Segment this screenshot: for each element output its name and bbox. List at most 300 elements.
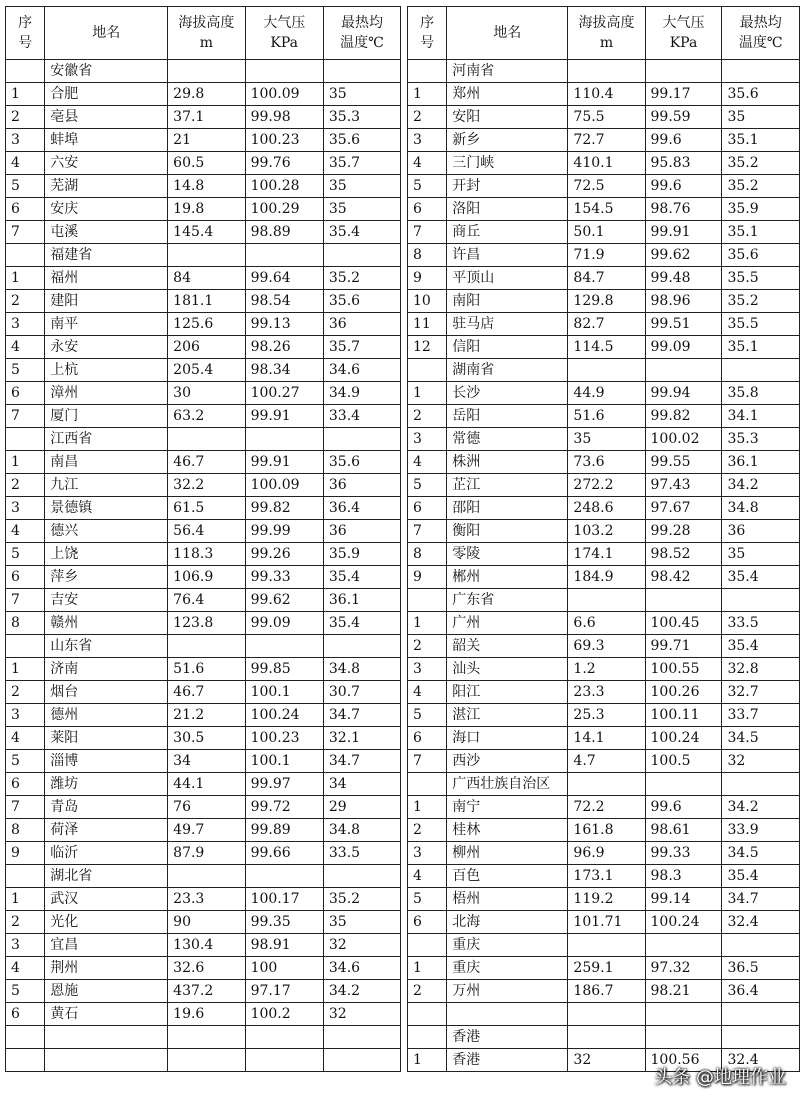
cell-seq: 2 bbox=[407, 635, 446, 658]
cell-seq: 2 bbox=[6, 474, 45, 497]
cell-place: 西沙 bbox=[447, 750, 568, 773]
cell-seq: 8 bbox=[6, 612, 45, 635]
empty-cell bbox=[722, 773, 800, 796]
cell-seq: 3 bbox=[407, 428, 446, 451]
cell-seq: 1 bbox=[6, 888, 45, 911]
province-name: 河南省 bbox=[447, 60, 568, 83]
cell-temperature: 34.6 bbox=[323, 359, 400, 382]
cell-temperature: 34.8 bbox=[722, 497, 800, 520]
cell-temperature: 35.8 bbox=[722, 382, 800, 405]
cell-temperature: 35.5 bbox=[722, 313, 800, 336]
cell-pressure: 99.55 bbox=[645, 451, 722, 474]
table-row bbox=[6, 589, 401, 612]
cell-altitude: 37.1 bbox=[168, 106, 245, 129]
cell-seq: 7 bbox=[407, 520, 446, 543]
cell-place: 南昌 bbox=[45, 451, 168, 474]
cell-seq: 2 bbox=[407, 405, 446, 428]
cell-altitude: 125.6 bbox=[168, 313, 245, 336]
cell-place: 驻马店 bbox=[447, 313, 568, 336]
empty-cell bbox=[407, 773, 446, 796]
empty-cell bbox=[323, 865, 400, 888]
empty-cell bbox=[245, 865, 323, 888]
cell-altitude: 14.8 bbox=[168, 175, 245, 198]
cell-place: 烟台 bbox=[45, 681, 168, 704]
cell-seq: 8 bbox=[407, 543, 446, 566]
table-row bbox=[6, 543, 401, 566]
cell-seq: 6 bbox=[6, 198, 45, 221]
cell-pressure: 99.99 bbox=[245, 520, 323, 543]
table-row bbox=[407, 152, 799, 175]
cell-temperature: 35.4 bbox=[722, 865, 800, 888]
cell-temperature: 35.4 bbox=[323, 221, 400, 244]
table-row bbox=[6, 290, 401, 313]
cell-temperature: 33.5 bbox=[722, 612, 800, 635]
cell-pressure: 98.54 bbox=[245, 290, 323, 313]
empty-cell bbox=[245, 428, 323, 451]
empty-cell bbox=[168, 428, 245, 451]
province-row bbox=[6, 60, 401, 83]
cell-temperature: 35.4 bbox=[323, 612, 400, 635]
cell-altitude: 119.2 bbox=[568, 888, 645, 911]
cell-altitude: 110.4 bbox=[568, 83, 645, 106]
cell-pressure: 99.76 bbox=[245, 152, 323, 175]
cell-altitude: 4.7 bbox=[568, 750, 645, 773]
cell-place: 岳阳 bbox=[447, 405, 568, 428]
cell-place: 信阳 bbox=[447, 336, 568, 359]
cell-altitude: 32.2 bbox=[168, 474, 245, 497]
cell-place: 株洲 bbox=[447, 451, 568, 474]
header-seq: 序 号 bbox=[407, 7, 446, 60]
cell-place: 景德镇 bbox=[45, 497, 168, 520]
cell-seq: 1 bbox=[407, 612, 446, 635]
cell-temperature: 36 bbox=[722, 520, 800, 543]
table-row bbox=[407, 796, 799, 819]
table-row bbox=[407, 888, 799, 911]
table-row bbox=[407, 221, 799, 244]
table-row bbox=[407, 313, 799, 336]
table-row bbox=[6, 451, 401, 474]
cell-place: 厦门 bbox=[45, 405, 168, 428]
cell-altitude: 63.2 bbox=[168, 405, 245, 428]
empty-cell bbox=[722, 359, 800, 382]
cell-temperature: 35 bbox=[323, 198, 400, 221]
cell-seq: 8 bbox=[6, 819, 45, 842]
cell-place: 淄博 bbox=[45, 750, 168, 773]
cell-pressure: 100.26 bbox=[645, 681, 722, 704]
province-name: 湖南省 bbox=[447, 359, 568, 382]
cell-temperature: 34.9 bbox=[323, 382, 400, 405]
empty-cell bbox=[407, 934, 446, 957]
climate-table-wrap bbox=[5, 6, 800, 1072]
table-row bbox=[6, 520, 401, 543]
cell-place: 芷江 bbox=[447, 474, 568, 497]
province-name: 广西壮族自治区 bbox=[447, 773, 568, 796]
table-row bbox=[6, 1003, 401, 1026]
cell-seq: 2 bbox=[6, 681, 45, 704]
table-row bbox=[407, 520, 799, 543]
cell-seq: 8 bbox=[407, 244, 446, 267]
province-name: 福建省 bbox=[45, 244, 168, 267]
cell-place: 漳州 bbox=[45, 382, 168, 405]
empty-cell bbox=[568, 60, 645, 83]
table-row bbox=[407, 543, 799, 566]
cell-altitude: 118.3 bbox=[168, 543, 245, 566]
cell-seq: 4 bbox=[6, 520, 45, 543]
cell-seq: 7 bbox=[6, 589, 45, 612]
cell-altitude: 30.5 bbox=[168, 727, 245, 750]
blank-row bbox=[6, 1049, 401, 1072]
province-name: 山东省 bbox=[45, 635, 168, 658]
cell-place: 德兴 bbox=[45, 520, 168, 543]
header-altitude: 海拔高度 m bbox=[568, 7, 645, 60]
cell-temperature: 35.1 bbox=[722, 221, 800, 244]
empty-cell bbox=[722, 1003, 800, 1026]
table-row bbox=[407, 382, 799, 405]
cell-place: 桂林 bbox=[447, 819, 568, 842]
table-left bbox=[5, 6, 401, 1072]
cell-pressure: 99.51 bbox=[645, 313, 722, 336]
cell-temperature: 35 bbox=[722, 106, 800, 129]
cell-place: 北海 bbox=[447, 911, 568, 934]
cell-altitude: 46.7 bbox=[168, 451, 245, 474]
empty-cell bbox=[6, 1049, 45, 1072]
cell-seq: 11 bbox=[407, 313, 446, 336]
cell-temperature: 35.9 bbox=[722, 198, 800, 221]
cell-temperature: 34.5 bbox=[722, 842, 800, 865]
cell-pressure: 99.91 bbox=[645, 221, 722, 244]
cell-temperature: 35.2 bbox=[722, 175, 800, 198]
province-row bbox=[407, 60, 799, 83]
cell-altitude: 32 bbox=[568, 1049, 645, 1072]
blank-row bbox=[407, 1003, 799, 1026]
cell-place: 荆州 bbox=[45, 957, 168, 980]
cell-pressure: 98.52 bbox=[645, 543, 722, 566]
empty-cell bbox=[168, 1026, 245, 1049]
cell-pressure: 100.27 bbox=[245, 382, 323, 405]
table-row bbox=[407, 428, 799, 451]
cell-place: 南阳 bbox=[447, 290, 568, 313]
cell-place: 莱阳 bbox=[45, 727, 168, 750]
cell-seq: 1 bbox=[407, 83, 446, 106]
cell-temperature: 33.4 bbox=[323, 405, 400, 428]
cell-pressure: 99.26 bbox=[245, 543, 323, 566]
cell-altitude: 72.2 bbox=[568, 796, 645, 819]
table-row bbox=[6, 382, 401, 405]
table-row bbox=[6, 129, 401, 152]
cell-pressure: 95.83 bbox=[645, 152, 722, 175]
province-row bbox=[407, 773, 799, 796]
cell-seq: 3 bbox=[6, 934, 45, 957]
cell-place: 芜湖 bbox=[45, 175, 168, 198]
cell-pressure: 100.09 bbox=[245, 83, 323, 106]
empty-cell bbox=[323, 60, 400, 83]
table-row bbox=[6, 842, 401, 865]
cell-temperature: 34.7 bbox=[722, 888, 800, 911]
empty-cell bbox=[722, 60, 800, 83]
cell-temperature: 35.6 bbox=[323, 290, 400, 313]
cell-place: 蚌埠 bbox=[45, 129, 168, 152]
header-pressure: 大气压 KPa bbox=[245, 7, 323, 60]
empty-cell bbox=[645, 773, 722, 796]
cell-temperature: 35.2 bbox=[722, 152, 800, 175]
cell-pressure: 99.28 bbox=[645, 520, 722, 543]
cell-pressure: 99.33 bbox=[645, 842, 722, 865]
cell-place: 邵阳 bbox=[447, 497, 568, 520]
cell-temperature: 35.4 bbox=[722, 635, 800, 658]
cell-place: 济南 bbox=[45, 658, 168, 681]
empty-cell bbox=[6, 428, 45, 451]
cell-place: 安阳 bbox=[447, 106, 568, 129]
cell-pressure: 100.24 bbox=[645, 727, 722, 750]
empty-cell bbox=[6, 244, 45, 267]
cell-pressure: 98.42 bbox=[645, 566, 722, 589]
cell-altitude: 145.4 bbox=[168, 221, 245, 244]
cell-pressure: 99.33 bbox=[245, 566, 323, 589]
province-name: 安徽省 bbox=[45, 60, 168, 83]
cell-pressure: 100.5 bbox=[645, 750, 722, 773]
cell-temperature: 36.4 bbox=[722, 980, 800, 1003]
cell-seq: 4 bbox=[407, 152, 446, 175]
cell-pressure: 97.32 bbox=[645, 957, 722, 980]
cell-temperature: 32.4 bbox=[722, 1049, 800, 1072]
cell-seq: 3 bbox=[6, 497, 45, 520]
table-row bbox=[407, 957, 799, 980]
cell-temperature: 35 bbox=[323, 83, 400, 106]
table-row bbox=[6, 681, 401, 704]
cell-place: 上杭 bbox=[45, 359, 168, 382]
cell-place: 南平 bbox=[45, 313, 168, 336]
cell-temperature: 34.8 bbox=[323, 819, 400, 842]
cell-pressure: 98.26 bbox=[245, 336, 323, 359]
cell-seq: 7 bbox=[6, 221, 45, 244]
cell-temperature: 35.1 bbox=[722, 336, 800, 359]
cell-place: 福州 bbox=[45, 267, 168, 290]
cell-pressure: 100.23 bbox=[245, 129, 323, 152]
cell-place: 洛阳 bbox=[447, 198, 568, 221]
cell-seq: 3 bbox=[407, 129, 446, 152]
cell-temperature: 36.5 bbox=[722, 957, 800, 980]
cell-pressure: 98.91 bbox=[245, 934, 323, 957]
cell-seq: 4 bbox=[6, 957, 45, 980]
table-row bbox=[6, 175, 401, 198]
table-row bbox=[407, 980, 799, 1003]
table-row bbox=[6, 474, 401, 497]
cell-place: 九江 bbox=[45, 474, 168, 497]
empty-cell bbox=[168, 244, 245, 267]
cell-pressure: 99.82 bbox=[645, 405, 722, 428]
cell-place: 海口 bbox=[447, 727, 568, 750]
cell-altitude: 51.6 bbox=[568, 405, 645, 428]
table-row bbox=[6, 796, 401, 819]
table-row bbox=[407, 451, 799, 474]
cell-altitude: 23.3 bbox=[568, 681, 645, 704]
cell-seq: 6 bbox=[6, 1003, 45, 1026]
cell-pressure: 99.09 bbox=[645, 336, 722, 359]
table-row bbox=[407, 704, 799, 727]
empty-cell bbox=[407, 359, 446, 382]
cell-pressure: 100.23 bbox=[245, 727, 323, 750]
cell-place: 重庆 bbox=[447, 957, 568, 980]
cell-place: 建阳 bbox=[45, 290, 168, 313]
cell-pressure: 100.29 bbox=[245, 198, 323, 221]
table-row bbox=[407, 497, 799, 520]
cell-altitude: 72.7 bbox=[568, 129, 645, 152]
table-row bbox=[407, 106, 799, 129]
empty-cell bbox=[168, 60, 245, 83]
cell-place: 万州 bbox=[447, 980, 568, 1003]
cell-altitude: 90 bbox=[168, 911, 245, 934]
cell-place: 郴州 bbox=[447, 566, 568, 589]
cell-place: 六安 bbox=[45, 152, 168, 175]
cell-place: 开封 bbox=[447, 175, 568, 198]
cell-seq: 4 bbox=[407, 865, 446, 888]
cell-altitude: 101.71 bbox=[568, 911, 645, 934]
cell-pressure: 100.55 bbox=[645, 658, 722, 681]
cell-temperature: 35.3 bbox=[323, 106, 400, 129]
table-row bbox=[407, 612, 799, 635]
empty-cell bbox=[645, 1026, 722, 1049]
empty-cell bbox=[568, 589, 645, 612]
cell-seq: 4 bbox=[407, 681, 446, 704]
cell-place: 广州 bbox=[447, 612, 568, 635]
cell-altitude: 87.9 bbox=[168, 842, 245, 865]
cell-seq: 10 bbox=[407, 290, 446, 313]
cell-pressure: 100 bbox=[245, 957, 323, 980]
cell-pressure: 98.34 bbox=[245, 359, 323, 382]
province-row bbox=[6, 244, 401, 267]
province-name: 江西省 bbox=[45, 428, 168, 451]
table-row bbox=[6, 405, 401, 428]
cell-altitude: 76.4 bbox=[168, 589, 245, 612]
table-right bbox=[407, 6, 800, 1072]
cell-seq: 9 bbox=[407, 267, 446, 290]
cell-seq: 12 bbox=[407, 336, 446, 359]
cell-place: 柳州 bbox=[447, 842, 568, 865]
cell-altitude: 76 bbox=[168, 796, 245, 819]
cell-pressure: 98.21 bbox=[645, 980, 722, 1003]
cell-altitude: 154.5 bbox=[568, 198, 645, 221]
cell-altitude: 29.8 bbox=[168, 83, 245, 106]
cell-temperature: 35 bbox=[323, 175, 400, 198]
cell-seq: 1 bbox=[6, 658, 45, 681]
cell-temperature: 36.1 bbox=[722, 451, 800, 474]
cell-place: 衡阳 bbox=[447, 520, 568, 543]
cell-pressure: 99.89 bbox=[245, 819, 323, 842]
cell-seq: 3 bbox=[6, 129, 45, 152]
cell-pressure: 99.98 bbox=[245, 106, 323, 129]
cell-seq: 1 bbox=[407, 796, 446, 819]
cell-seq: 5 bbox=[6, 175, 45, 198]
cell-temperature: 35.5 bbox=[722, 267, 800, 290]
cell-temperature: 33.5 bbox=[323, 842, 400, 865]
cell-pressure: 100.56 bbox=[645, 1049, 722, 1072]
cell-pressure: 99.13 bbox=[245, 313, 323, 336]
table-row bbox=[407, 175, 799, 198]
cell-place: 青岛 bbox=[45, 796, 168, 819]
cell-seq: 6 bbox=[407, 198, 446, 221]
empty-cell bbox=[168, 865, 245, 888]
cell-altitude: 51.6 bbox=[168, 658, 245, 681]
cell-place: 萍乡 bbox=[45, 566, 168, 589]
province-name: 湖北省 bbox=[45, 865, 168, 888]
empty-cell bbox=[245, 1026, 323, 1049]
cell-altitude: 50.1 bbox=[568, 221, 645, 244]
empty-cell bbox=[245, 635, 323, 658]
header-name: 地名 bbox=[447, 7, 568, 60]
cell-pressure: 100.45 bbox=[645, 612, 722, 635]
cell-temperature: 36 bbox=[323, 313, 400, 336]
cell-pressure: 99.91 bbox=[245, 405, 323, 428]
table-row bbox=[6, 704, 401, 727]
cell-place: 赣州 bbox=[45, 612, 168, 635]
cell-pressure: 98.61 bbox=[645, 819, 722, 842]
cell-altitude: 173.1 bbox=[568, 865, 645, 888]
cell-altitude: 73.6 bbox=[568, 451, 645, 474]
cell-place: 香港 bbox=[447, 1049, 568, 1072]
cell-temperature: 29 bbox=[323, 796, 400, 819]
province-row bbox=[6, 865, 401, 888]
cell-pressure: 99.17 bbox=[645, 83, 722, 106]
cell-pressure: 99.94 bbox=[645, 382, 722, 405]
table-row bbox=[407, 750, 799, 773]
cell-place: 平顶山 bbox=[447, 267, 568, 290]
cell-temperature: 32 bbox=[323, 1003, 400, 1026]
empty-cell bbox=[568, 359, 645, 382]
header-temperature: 最热均 温度℃ bbox=[722, 7, 800, 60]
cell-seq: 5 bbox=[407, 474, 446, 497]
cell-place: 湛江 bbox=[447, 704, 568, 727]
cell-pressure: 100.28 bbox=[245, 175, 323, 198]
cell-seq: 2 bbox=[407, 980, 446, 1003]
cell-seq: 4 bbox=[407, 451, 446, 474]
cell-place: 南宁 bbox=[447, 796, 568, 819]
cell-place: 德州 bbox=[45, 704, 168, 727]
cell-pressure: 98.3 bbox=[645, 865, 722, 888]
table-row bbox=[407, 911, 799, 934]
cell-altitude: 161.8 bbox=[568, 819, 645, 842]
cell-altitude: 129.8 bbox=[568, 290, 645, 313]
cell-seq: 4 bbox=[6, 727, 45, 750]
cell-temperature: 35.7 bbox=[323, 152, 400, 175]
cell-altitude: 1.2 bbox=[568, 658, 645, 681]
cell-temperature: 32.8 bbox=[722, 658, 800, 681]
cell-temperature: 35.6 bbox=[722, 83, 800, 106]
cell-pressure: 99.82 bbox=[245, 497, 323, 520]
cell-seq: 4 bbox=[6, 336, 45, 359]
cell-altitude: 30 bbox=[168, 382, 245, 405]
cell-place: 荷泽 bbox=[45, 819, 168, 842]
empty-cell bbox=[323, 1026, 400, 1049]
empty-cell bbox=[645, 359, 722, 382]
cell-temperature: 36 bbox=[323, 474, 400, 497]
cell-pressure: 100.2 bbox=[245, 1003, 323, 1026]
cell-temperature: 32.4 bbox=[722, 911, 800, 934]
cell-temperature: 36 bbox=[323, 520, 400, 543]
cell-temperature: 34.7 bbox=[323, 704, 400, 727]
table-row bbox=[407, 727, 799, 750]
table-row bbox=[6, 750, 401, 773]
cell-place: 长沙 bbox=[447, 382, 568, 405]
cell-seq: 2 bbox=[6, 106, 45, 129]
cell-place: 恩施 bbox=[45, 980, 168, 1003]
cell-seq: 9 bbox=[6, 842, 45, 865]
cell-temperature: 35.9 bbox=[323, 543, 400, 566]
cell-pressure: 99.14 bbox=[645, 888, 722, 911]
empty-cell bbox=[6, 865, 45, 888]
province-row bbox=[407, 589, 799, 612]
cell-temperature: 35.7 bbox=[323, 336, 400, 359]
cell-altitude: 186.7 bbox=[568, 980, 645, 1003]
